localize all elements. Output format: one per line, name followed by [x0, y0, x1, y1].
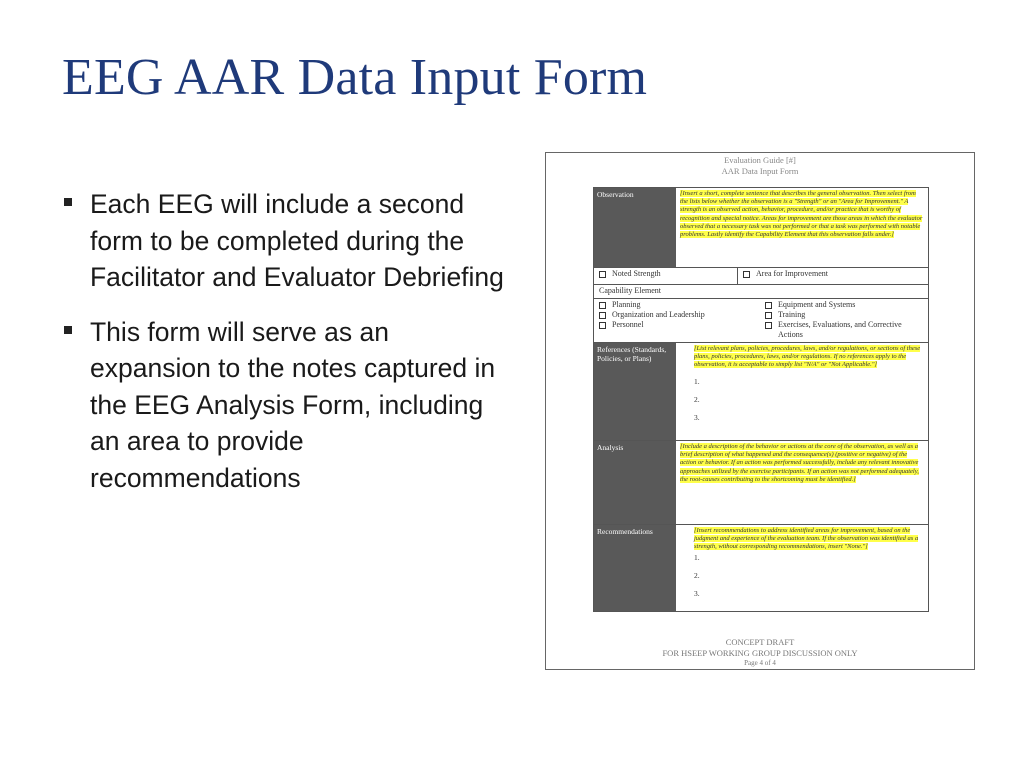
analysis-field [676, 441, 928, 524]
strength-row [594, 268, 928, 285]
area-improvement-option [738, 268, 928, 284]
capability-option [765, 310, 923, 320]
checkbox-icon [743, 271, 750, 278]
capability-left-column [594, 299, 760, 342]
noted-strength-option [594, 268, 738, 284]
bullet-list [64, 186, 504, 514]
aar-form-table [593, 187, 929, 612]
capability-element-label: Capability Element [599, 286, 661, 295]
observation-instructions: [Insert a short, complete sentence that describes the general observation. Then select from the lists below whether the observation is a "Strength" or an "Area for Improvement." A strength is an observed action, behavior, procedure, and/or practice that is worthy of recognition and special notice. Areas for improvement are those areas in which the evaluator observed that a necessary task was not performed or that a task was performed with notable problems. Lastly identify the Capability Element that this observation falls under.] [680, 190, 923, 239]
doc-footer-discussion: FOR HSEEP WORKING GROUP DISCUSSION ONLY [662, 648, 858, 658]
recommendations-field [676, 525, 928, 611]
checkbox-icon [765, 322, 772, 329]
recommendations-label: Recommendations [594, 525, 676, 611]
capability-option-label: Exercises, Evaluations, and Corrective Actions [778, 320, 902, 339]
references-row [594, 343, 928, 441]
recommendations-item: 3. [694, 589, 700, 599]
capability-option-label: Training [778, 310, 806, 319]
capability-option [599, 310, 755, 320]
observation-row [594, 188, 928, 268]
bullet-item [64, 314, 504, 497]
references-label: References (Standards, Policies, or Plans) [594, 343, 676, 440]
recommendations-item: 1. [694, 552, 700, 562]
references-instructions: [List relevant plans, policies, procedures, laws, and/or regulations, or sections of these plans, policies, procedures, laws, and/or regulations. If no references apply to the observation, it is acceptable to simply list "N/A" or "Not Applicable."] [694, 345, 921, 369]
doc-header-form: AAR Data Input Form [721, 166, 799, 176]
area-improvement-label: Area for Improvement [756, 269, 828, 278]
checkbox-icon [599, 322, 606, 329]
square-bullet-icon [64, 326, 72, 334]
capability-options-row [594, 299, 928, 343]
analysis-row [594, 441, 928, 525]
recommendations-row [594, 525, 928, 611]
analysis-label: Analysis [594, 441, 676, 524]
references-item: 3. [694, 413, 700, 423]
recommendations-item: 2. [694, 570, 700, 580]
analysis-instructions: [Include a description of the behavior or actions at the core of the observation, as well as a brief description of what happened and the consequence(s) (positive or negative) of the action or behavior. If an action was performed successfully, include any relevant innovative approaches utilized by the exercise participants. If an action was not performed adequately, the root-causes contributing to the shortcoming must be identified.] [680, 443, 919, 483]
checkbox-icon [599, 312, 606, 319]
checkbox-icon [599, 302, 606, 309]
references-field [676, 343, 928, 440]
capability-option [765, 320, 923, 340]
references-item: 1. [694, 376, 700, 386]
capability-header-row [594, 285, 928, 299]
capability-option-label: Planning [612, 300, 641, 309]
doc-footer-page: Page 4 of 4 [744, 659, 776, 667]
checkbox-icon [765, 302, 772, 309]
bullet-text: This form will serve as an expansion to the notes captured in the EEG Analysis Form, including an area to provide recommendations [90, 316, 496, 493]
slide-title: EEG AAR Data Input Form [62, 49, 648, 106]
capability-option [599, 300, 755, 310]
square-bullet-icon [64, 198, 72, 206]
form-screenshot [545, 152, 975, 670]
references-item: 2. [694, 394, 700, 404]
observation-label: Observation [594, 188, 676, 267]
capability-right-column [760, 299, 928, 342]
noted-strength-label: Noted Strength [612, 269, 661, 278]
capability-option-label: Personnel [612, 320, 644, 329]
doc-header-guide: Evaluation Guide [#] [724, 155, 796, 165]
bullet-item [64, 186, 504, 296]
observation-field [676, 188, 928, 267]
doc-footer-draft: CONCEPT DRAFT [725, 637, 795, 647]
capability-option-label: Organization and Leadership [612, 310, 705, 319]
capability-option [765, 300, 923, 310]
capability-option-label: Equipment and Systems [778, 300, 856, 309]
recommendations-instructions: [Insert recommendations to address identified areas for improvement, based on the judgment and experience of the evaluation team. If the observation was identified as a strength, without corresponding recommendations, insert "None."] [694, 527, 919, 551]
capability-option [599, 320, 755, 330]
checkbox-icon [765, 312, 772, 319]
bullet-text: Each EEG will include a second form to be completed during the Facilitator and Evaluator Debriefing [90, 189, 504, 292]
checkbox-icon [599, 271, 606, 278]
